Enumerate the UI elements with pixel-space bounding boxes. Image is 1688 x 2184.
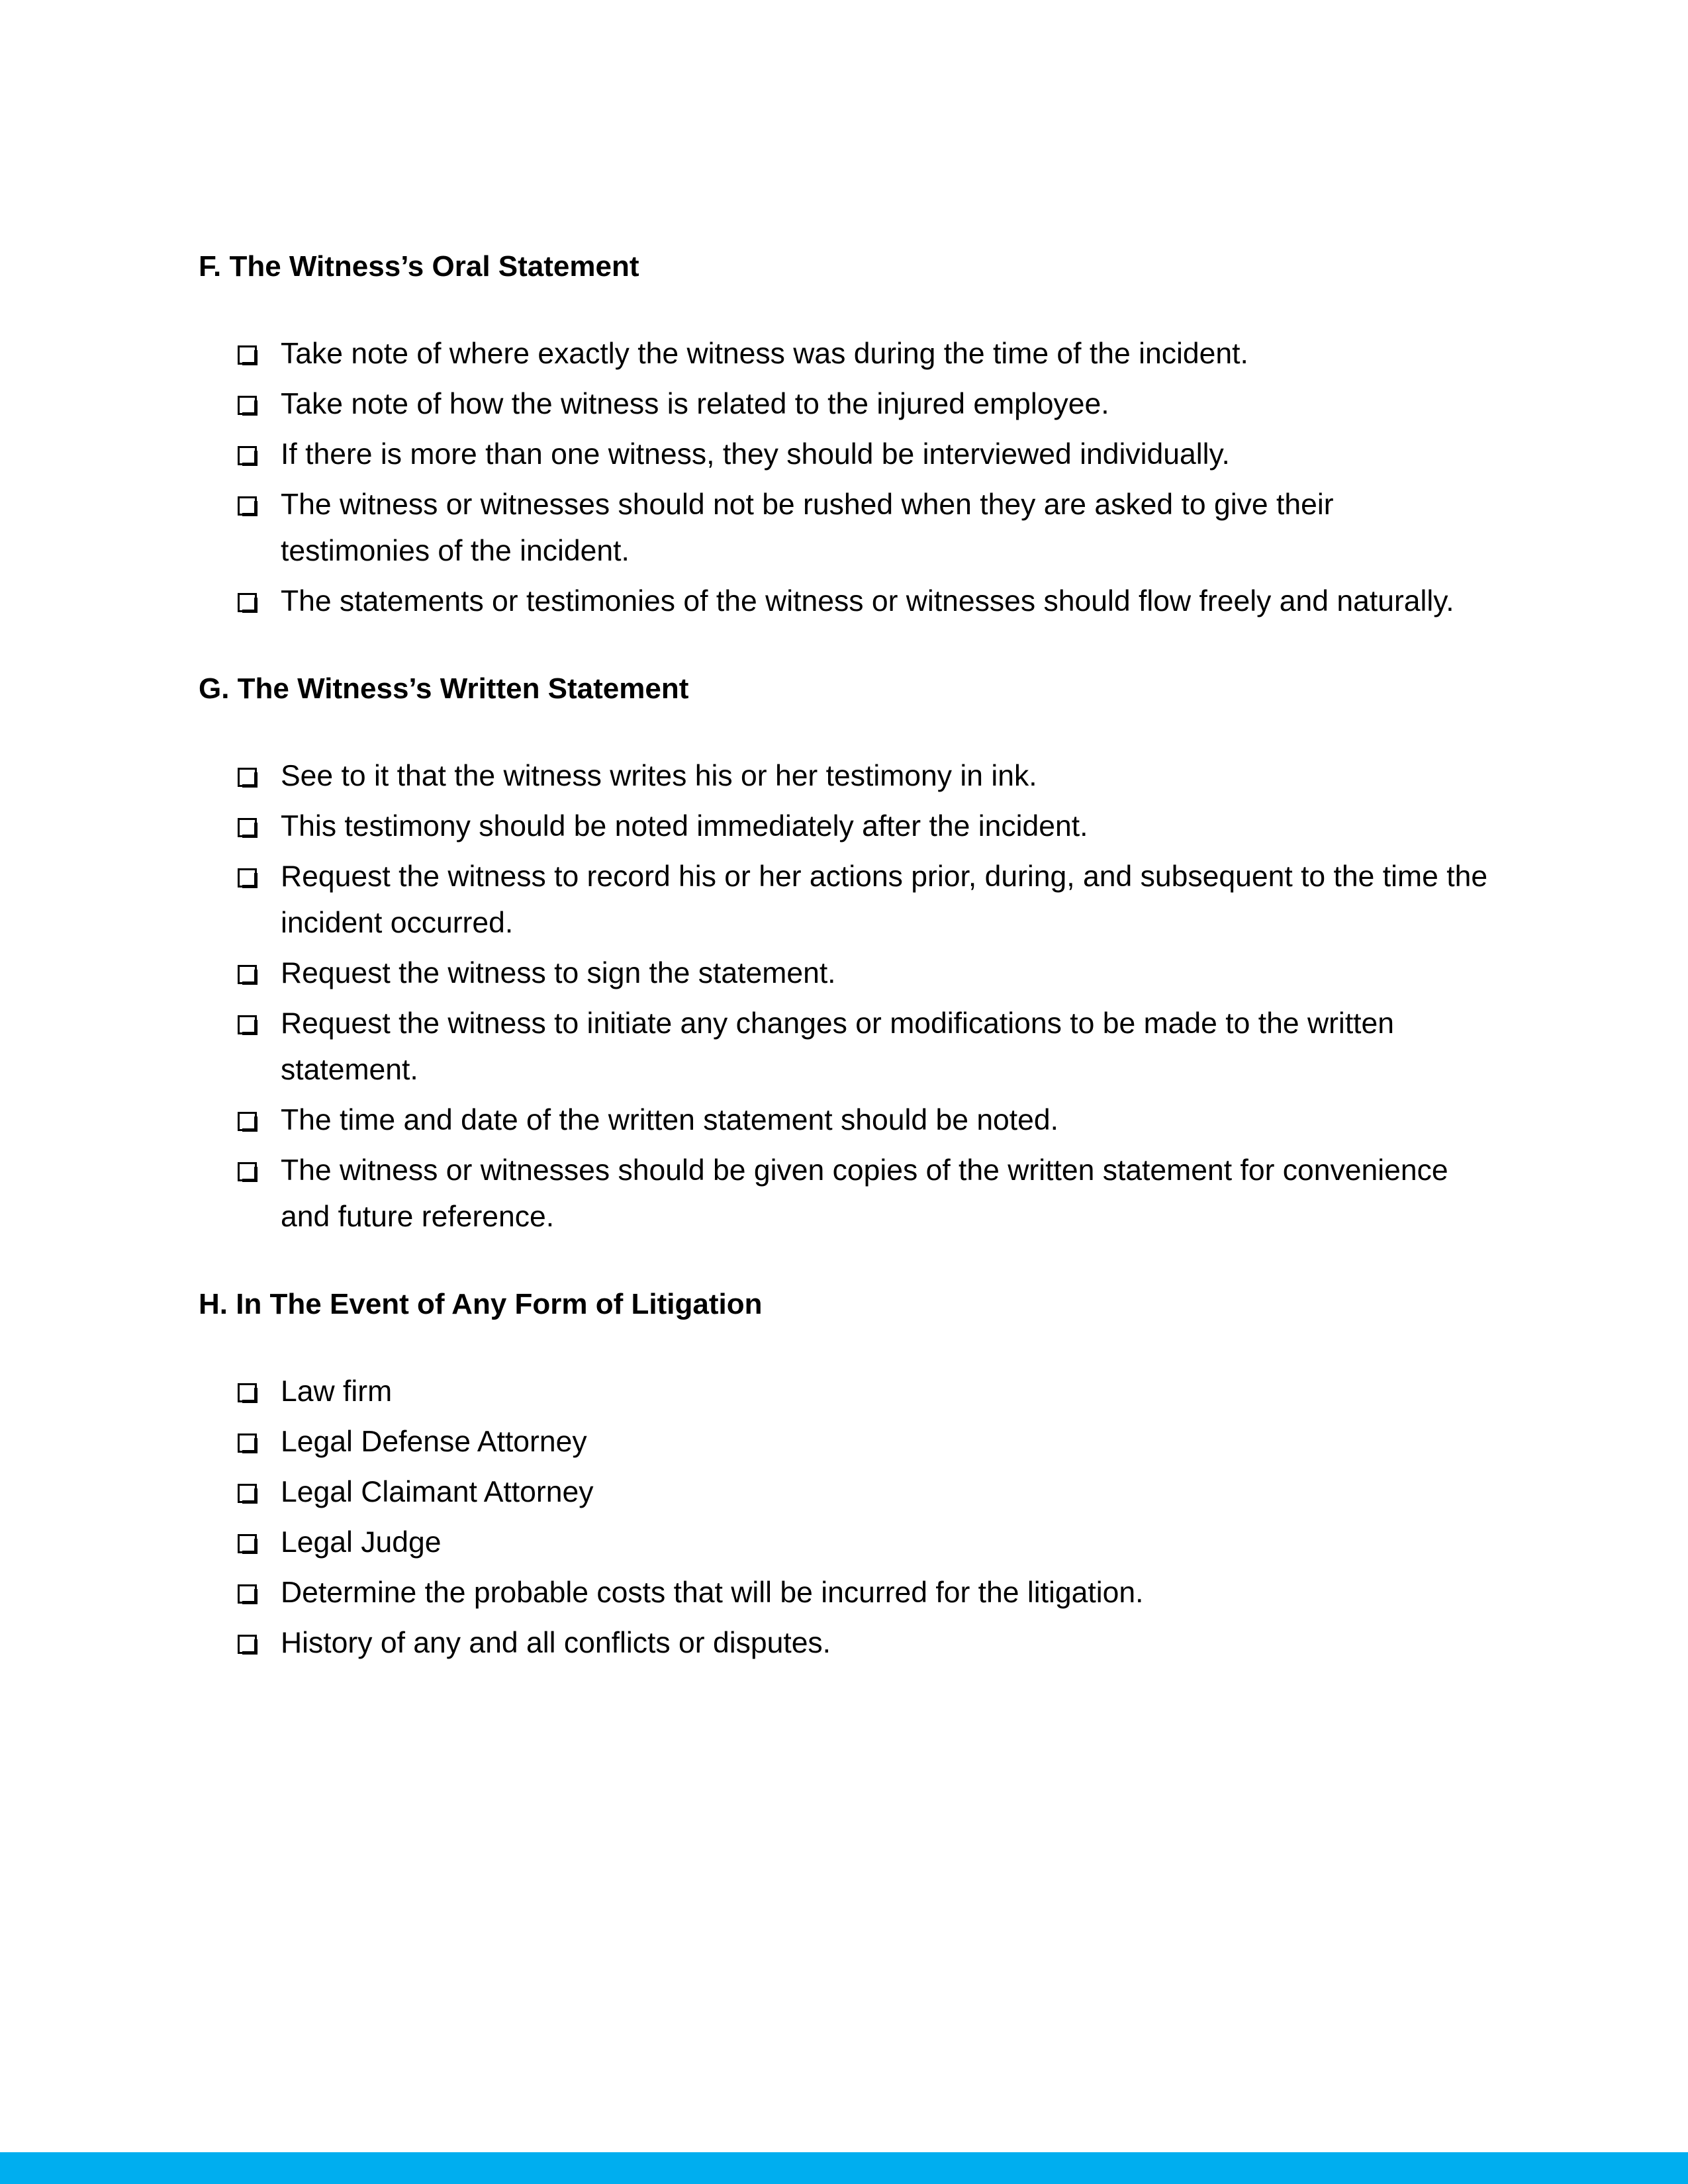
checklist xyxy=(199,331,1489,625)
checklist-item-text: If there is more than one witness, they should be interviewed individually. xyxy=(281,438,1230,471)
checklist-item[interactable] xyxy=(238,1419,1489,1465)
checklist-item[interactable] xyxy=(238,482,1489,574)
checklist-item[interactable] xyxy=(238,1369,1489,1415)
section-heading: G. The Witness’s Written Statement xyxy=(199,672,689,705)
checkbox-icon[interactable] xyxy=(238,768,257,787)
checkbox-icon[interactable] xyxy=(238,496,257,516)
checklist-item-text: The witness or witnesses should be given copies of the written statement for convenience and future reference. xyxy=(281,1154,1448,1233)
checklist-item[interactable] xyxy=(238,1097,1489,1144)
checklist-item-text: This testimony should be noted immediately after the incident. xyxy=(281,810,1088,842)
checklist-item[interactable] xyxy=(238,381,1489,428)
checklist-item[interactable] xyxy=(238,1570,1489,1616)
checkbox-icon[interactable] xyxy=(238,1112,257,1131)
checkbox-icon[interactable] xyxy=(238,593,257,612)
checklist-item[interactable] xyxy=(238,803,1489,850)
checklist-item-text: See to it that the witness writes his or her testimony in ink. xyxy=(281,760,1037,792)
checklist xyxy=(199,1369,1489,1666)
section-litigation xyxy=(199,1283,1489,1666)
document-body xyxy=(199,245,1489,1709)
checkbox-icon[interactable] xyxy=(238,1635,257,1654)
checklist-item-text: The statements or testimonies of the witness or witnesses should flow freely and naturally. xyxy=(281,585,1454,617)
checklist-item-text: Law firm xyxy=(281,1375,393,1408)
checklist-item-text: Request the witness to record his or her actions prior, during, and subsequent to the time the incident occurred. xyxy=(281,860,1488,939)
checklist-item-text: Request the witness to initiate any changes or modifications to be made to the written statement. xyxy=(281,1007,1395,1086)
checklist xyxy=(199,753,1489,1240)
checklist-item[interactable] xyxy=(238,1001,1489,1093)
checklist-item-text: The time and date of the written statement should be noted. xyxy=(281,1104,1059,1136)
section-heading: H. In The Event of Any Form of Litigation xyxy=(199,1288,763,1320)
checklist-item-text: Legal Defense Attorney xyxy=(281,1426,587,1458)
section-heading: F. The Witness’s Oral Statement xyxy=(199,250,639,283)
checklist-item-text: Request the witness to sign the statement. xyxy=(281,957,836,989)
checkbox-icon[interactable] xyxy=(238,1433,257,1453)
checkbox-icon[interactable] xyxy=(238,1383,257,1402)
checklist-item[interactable] xyxy=(238,1620,1489,1666)
checklist-item-text: The witness or witnesses should not be rushed when they are asked to give their testimonies of the incident. xyxy=(281,488,1334,567)
checklist-item-text: Legal Judge xyxy=(281,1526,442,1559)
checklist-item-text: History of any and all conflicts or disputes. xyxy=(281,1627,831,1659)
checklist-item[interactable] xyxy=(238,1520,1489,1566)
checkbox-icon[interactable] xyxy=(238,818,257,837)
checklist-item[interactable] xyxy=(238,854,1489,946)
checklist-item[interactable] xyxy=(238,432,1489,478)
checklist-item[interactable] xyxy=(238,1148,1489,1240)
checkbox-icon[interactable] xyxy=(238,1162,257,1181)
checkbox-icon[interactable] xyxy=(238,1584,257,1604)
checklist-item-text: Legal Claimant Attorney xyxy=(281,1476,594,1508)
checklist-item-text: Take note of how the witness is related to the injured employee. xyxy=(281,388,1109,420)
section-oral-statement xyxy=(199,245,1489,625)
checkbox-icon[interactable] xyxy=(238,1534,257,1553)
checklist-item-text: Determine the probable costs that will be incurred for the litigation. xyxy=(281,1576,1144,1609)
checklist-item[interactable] xyxy=(238,1469,1489,1516)
checklist-item[interactable] xyxy=(238,753,1489,799)
footer-accent-bar xyxy=(0,2152,1688,2184)
checkbox-icon[interactable] xyxy=(238,1484,257,1503)
checklist-item[interactable] xyxy=(238,331,1489,377)
checklist-item[interactable] xyxy=(238,578,1489,625)
checkbox-icon[interactable] xyxy=(238,965,257,984)
checkbox-icon[interactable] xyxy=(238,1015,257,1034)
checkbox-icon[interactable] xyxy=(238,396,257,415)
checkbox-icon[interactable] xyxy=(238,345,257,365)
checkbox-icon[interactable] xyxy=(238,446,257,465)
checklist-item[interactable] xyxy=(238,950,1489,997)
checklist-item-text: Take note of where exactly the witness was during the time of the incident. xyxy=(281,338,1248,370)
section-written-statement xyxy=(199,667,1489,1240)
checkbox-icon[interactable] xyxy=(238,868,257,887)
